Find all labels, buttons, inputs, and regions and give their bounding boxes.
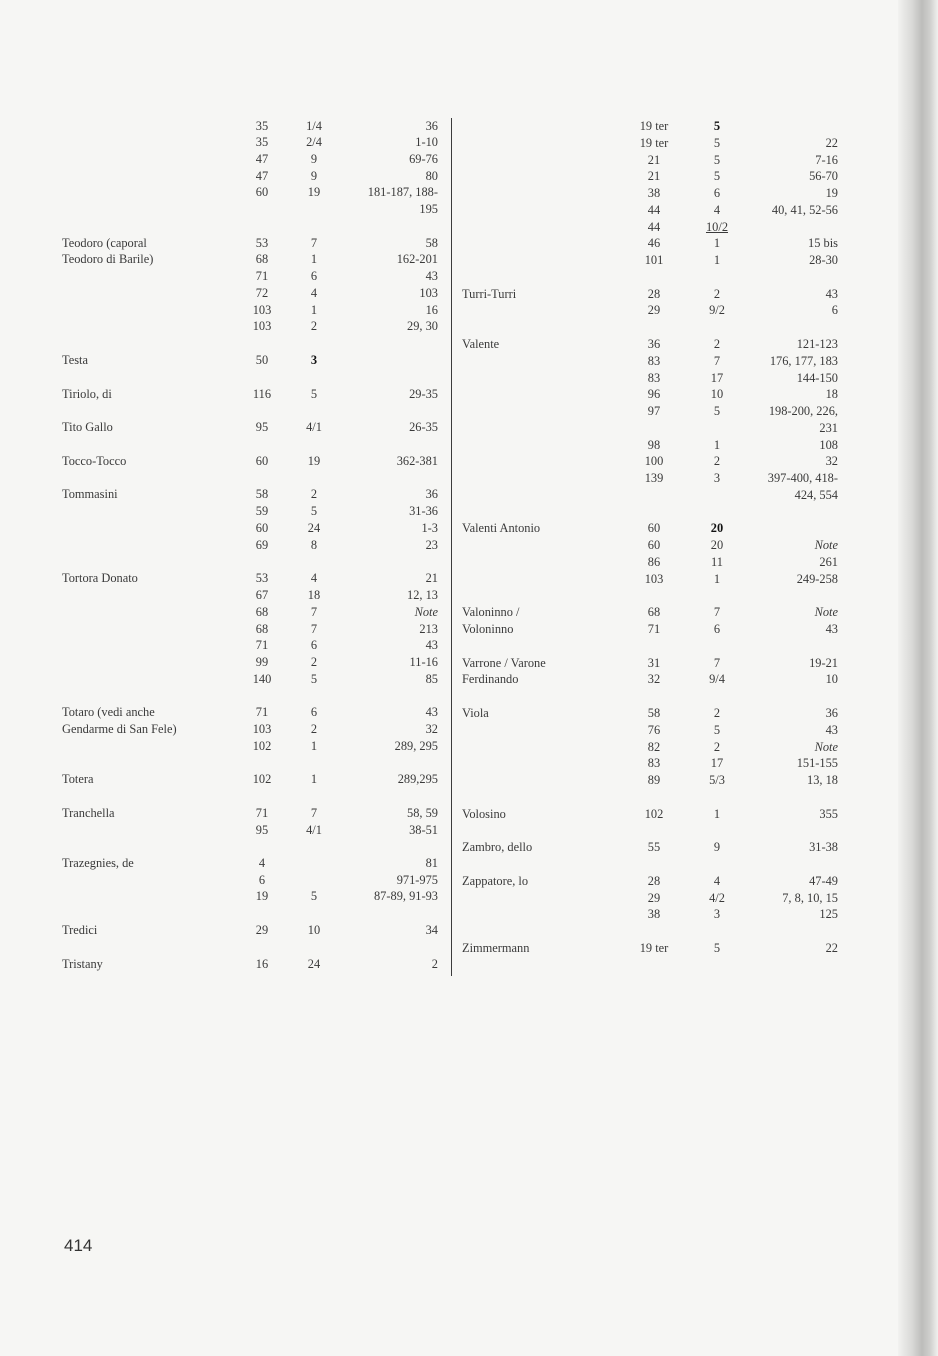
part-number: 4/1 [306,823,322,837]
part-number: 3 [310,353,318,367]
volume-number: 101 [644,253,664,267]
part-number: 7 [713,605,721,619]
volume-number: 71 [255,806,269,820]
part-number: 5 [310,672,318,686]
part-number: 5 [713,136,721,150]
part-number: 3 [713,907,721,921]
part-number: 1 [310,772,318,786]
part-number: 8 [310,538,318,552]
volume-number: 83 [647,371,661,385]
part-number: 2 [713,706,721,720]
volume-number: 69 [255,538,269,552]
volume-number: 44 [647,203,661,217]
volume-number: 35 [255,119,269,133]
entry-name: Tristany [62,957,103,971]
page-reference: 15 bis [808,236,838,250]
entry-name: Tiriolo, di [62,387,112,401]
part-number: 6 [310,705,318,719]
part-number: 17 [710,756,724,770]
volume-number: 68 [647,605,661,619]
part-number: 5 [713,941,721,955]
part-number: 1 [713,253,721,267]
volume-number: 102 [252,772,272,786]
volume-number: 95 [255,823,269,837]
page-reference: 121-123 [796,337,838,351]
page-reference: 971-975 [396,873,438,887]
volume-number: 140 [252,672,272,686]
page-reference: 261 [819,555,838,569]
page-reference: 28-30 [809,253,838,267]
page-reference: 2 [431,957,438,971]
entry-name: Gendarme di San Fele) [62,722,177,736]
part-number: 7 [310,605,318,619]
page-reference: 108 [819,438,838,452]
volume-number: 19 ter [639,941,669,955]
volume-number: 68 [255,605,269,619]
volume-number: 83 [647,756,661,770]
page-reference: 36 [425,119,438,133]
volume-number: 53 [255,236,269,250]
page-reference: 176, 177, 183 [769,354,838,368]
volume-number: 47 [255,152,269,166]
entry-name: Voloninno [462,622,514,636]
part-number: 4/2 [709,891,725,905]
page-reference: 58, 59 [407,806,438,820]
part-number: 7 [713,354,721,368]
page-reference: 32 [825,454,838,468]
part-number: 5 [713,153,721,167]
page-reference: 144-150 [796,371,838,385]
entry-name: Zimmermann [462,941,530,955]
part-number: 11 [711,555,723,569]
part-number: 9 [310,152,318,166]
part-number: 9/4 [709,672,725,686]
entry-name: Valoninno / [462,605,520,619]
volume-number: 139 [644,471,664,485]
volume-number: 60 [647,538,661,552]
volume-number: 50 [255,353,269,367]
volume-number: 47 [255,169,269,183]
volume-number: 55 [647,840,661,854]
volume-number: 19 [255,889,269,903]
volume-number: 60 [647,521,661,535]
volume-number: 53 [255,571,269,585]
page-reference: 40, 41, 52-56 [771,203,838,217]
page-reference: 12, 13 [407,588,438,602]
page-reference: 10 [825,672,838,686]
page-reference: 22 [825,941,838,955]
volume-number: 60 [255,185,269,199]
page-reference: 23 [425,538,438,552]
volume-number: 32 [647,672,661,686]
entry-name: Valenti Antonio [462,521,541,535]
entry-name: Valente [462,337,500,351]
page-reference: 1-10 [415,135,438,149]
page-reference: 87-89, 91-93 [373,889,438,903]
page-reference: 125 [819,907,838,921]
part-number: 2 [310,722,318,736]
page-reference: 31-36 [409,504,438,518]
part-number: 2 [713,454,721,468]
page-reference: Note [814,538,838,552]
part-number: 7 [713,656,721,670]
entry-name: Teodoro di Barile) [62,252,154,266]
part-number: 10 [710,387,724,401]
part-number: 10 [307,923,321,937]
volume-number: 86 [647,555,661,569]
part-number: 1 [310,252,318,266]
part-number: 2 [713,287,721,301]
part-number: 2 [713,337,721,351]
volume-number: 67 [255,588,269,602]
page-reference: 289, 295 [394,739,438,753]
part-number: 6 [713,622,721,636]
volume-number: 97 [647,404,661,418]
page-reference: 19 [825,186,838,200]
volume-number: 116 [252,387,272,401]
page-reference: 43 [425,705,438,719]
page-reference: 43 [425,269,438,283]
page-reference: 29, 30 [407,319,438,333]
page-reference: 21 [425,571,438,585]
page-reference: 6 [831,303,838,317]
volume-number: 29 [647,303,661,317]
page-reference: 36 [825,706,838,720]
page-reference: 103 [419,286,438,300]
part-number: 19 [307,185,321,199]
part-number: 1 [713,572,721,586]
volume-number: 19 ter [639,136,669,150]
page-reference: 231 [819,421,838,435]
part-number: 2 [713,740,721,754]
part-number: 1 [713,438,721,452]
volume-number: 102 [644,807,664,821]
volume-number: 95 [255,420,269,434]
volume-number: 103 [252,319,272,333]
page-reference: 26-35 [409,420,438,434]
volume-number: 98 [647,438,661,452]
part-number: 1 [310,739,318,753]
page-reference: 31-38 [809,840,838,854]
entry-name: Varrone / Varone [462,656,546,670]
volume-number: 99 [255,655,269,669]
volume-number: 71 [647,622,661,636]
part-number: 9 [310,169,318,183]
volume-number: 35 [255,135,269,149]
page-reference: 16 [425,303,438,317]
part-number: 6 [310,638,318,652]
volume-number: 36 [647,337,661,351]
page-reference: 289,295 [397,772,438,786]
page-reference: 151-155 [796,756,838,770]
volume-number: 38 [647,186,661,200]
page-reference: 18 [825,387,838,401]
volume-number: 83 [647,354,661,368]
entry-name: Zambro, dello [462,840,533,854]
part-number: 10/2 [705,220,729,234]
part-number: 2 [310,655,318,669]
page-reference: 22 [825,136,838,150]
volume-number: 72 [255,286,269,300]
part-number: 4 [310,286,318,300]
page-reference: 56-70 [809,169,838,183]
entry-name: Tocco-Tocco [62,454,127,468]
page-reference: 249-258 [796,572,838,586]
entry-name: Viola [462,706,489,720]
volume-number: 71 [255,705,269,719]
volume-number: 103 [644,572,664,586]
volume-number: 96 [647,387,661,401]
volume-number: 59 [255,504,269,518]
part-number: 4 [713,203,721,217]
part-number: 6 [713,186,721,200]
part-number: 20 [710,538,724,552]
volume-number: 68 [255,622,269,636]
page-reference: 58 [425,236,438,250]
page-reference: 43 [425,638,438,652]
volume-number: 89 [647,773,661,787]
part-number: 5 [713,169,721,183]
entry-name: Turri-Turri [462,287,517,301]
page-reference: 213 [419,622,438,636]
volume-number: 28 [647,874,661,888]
part-number: 20 [710,521,724,535]
part-number: 1 [713,807,721,821]
page-reference: 38-51 [409,823,438,837]
page-reference: 198-200, 226, [768,404,838,418]
part-number: 2 [310,319,318,333]
part-number: 5 [310,889,318,903]
page-reference: Note [414,605,438,619]
page-reference: 424, 554 [794,488,838,502]
part-number: 5/3 [709,773,725,787]
part-number: 5 [310,387,318,401]
page-reference: Note [814,605,838,619]
page-reference: 19-21 [809,656,838,670]
entry-name: Zappatore, lo [462,874,529,888]
page-reference: 36 [425,487,438,501]
page-reference: 362-381 [396,454,438,468]
volume-number: 60 [255,454,269,468]
part-number: 2 [310,487,318,501]
entry-name: Ferdinando [462,672,519,686]
volume-number: 102 [252,739,272,753]
page-reference: 34 [425,923,438,937]
entry-name: Totera [62,772,94,786]
part-number: 5 [713,723,721,737]
page-reference: 43 [825,723,838,737]
volume-number: 46 [647,236,661,250]
volume-number: 4 [258,856,266,870]
part-number: 4/1 [306,420,322,434]
entry-name: Tredici [62,923,98,937]
volume-number: 103 [252,303,272,317]
page-reference: 1-3 [421,521,438,535]
page-reference: 80 [425,169,438,183]
page-reference: 13, 18 [807,773,838,787]
page-reference: 47-49 [809,874,838,888]
volume-number: 29 [255,923,269,937]
volume-number: 68 [255,252,269,266]
volume-number: 21 [647,153,661,167]
part-number: 18 [307,588,321,602]
part-number: 3 [713,471,721,485]
part-number: 5 [310,504,318,518]
part-number: 2/4 [306,135,322,149]
part-number: 9/2 [709,303,725,317]
entry-name: Teodoro (caporal [62,236,147,250]
page-reference: 7, 8, 10, 15 [782,891,838,905]
volume-number: 21 [647,169,661,183]
page-reference: 29-35 [409,387,438,401]
entry-name: Tito Gallo [62,420,113,434]
volume-number: 19 ter [639,119,669,133]
page-reference: Note [814,740,838,754]
part-number: 24 [307,957,321,971]
part-number: 7 [310,236,318,250]
volume-number: 100 [644,454,664,468]
page-reference: 81 [425,856,438,870]
entry-name: Trazegnies, de [62,856,134,870]
volume-number: 76 [647,723,661,737]
page-reference: 43 [825,622,838,636]
volume-number: 29 [647,891,661,905]
volume-number: 82 [647,740,661,754]
volume-number: 6 [258,873,266,887]
part-number: 9 [713,840,721,854]
page-reference: 355 [819,807,838,821]
entry-name: Testa [62,353,88,367]
part-number: 4 [713,874,721,888]
entry-name: Volosino [462,807,506,821]
volume-number: 103 [252,722,272,736]
volume-number: 16 [255,957,269,971]
volume-number: 28 [647,287,661,301]
column-divider [451,118,452,976]
part-number: 5 [713,404,721,418]
volume-number: 44 [647,220,661,234]
entry-name: Tortora Donato [62,571,138,585]
part-number: 1 [310,303,318,317]
part-number: 17 [710,371,724,385]
part-number: 4 [310,571,318,585]
page-reference: 195 [419,202,438,216]
page-reference: 43 [825,287,838,301]
part-number: 6 [310,269,318,283]
part-number: 1/4 [306,119,322,133]
part-number: 7 [310,622,318,636]
page-reference: 85 [425,672,438,686]
page-reference: 69-76 [409,152,438,166]
part-number: 1 [713,236,721,250]
volume-number: 60 [255,521,269,535]
page-reference: 162-201 [396,252,438,266]
volume-number: 58 [255,487,269,501]
volume-number: 31 [647,656,661,670]
page-reference: 397-400, 418- [767,471,838,485]
volume-number: 71 [255,638,269,652]
page-reference: 7-16 [815,153,838,167]
part-number: 19 [307,454,321,468]
binding-shadow [898,0,938,1356]
page-reference: 32 [425,722,438,736]
part-number: 24 [307,521,321,535]
part-number: 5 [713,119,721,133]
volume-number: 58 [647,706,661,720]
volume-number: 38 [647,907,661,921]
part-number: 7 [310,806,318,820]
entry-name: Tranchella [62,806,115,820]
entry-name: Tommasini [62,487,118,501]
page-reference: 181-187, 188- [367,185,438,199]
page-number: 414 [64,1236,93,1255]
entry-name: Totaro (vedi anche [62,705,155,719]
page-reference: 11-16 [409,655,438,669]
volume-number: 71 [255,269,269,283]
